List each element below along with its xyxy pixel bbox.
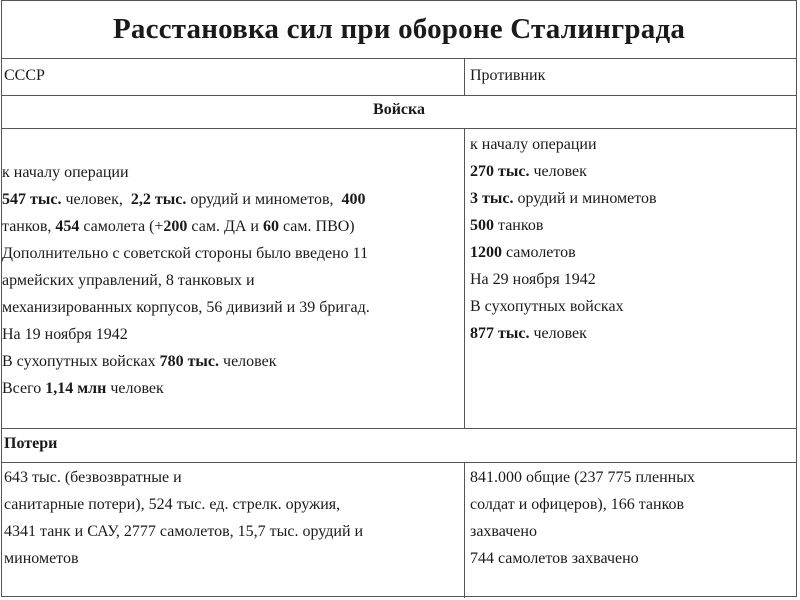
- bold-figure: 2,2 тыс.: [130, 191, 187, 208]
- text-segment: человек: [529, 163, 587, 180]
- bold-figure: 400: [341, 191, 366, 208]
- text-line: [2, 186, 370, 213]
- text-segment: механизированных корпусов, 56 дивизий и 39 бригад.: [2, 299, 370, 316]
- text-segment: самолета (+: [79, 218, 164, 235]
- bold-figure: 780 тыс.: [159, 353, 220, 370]
- bold-figure: 1200: [470, 244, 502, 261]
- column-divider: [464, 463, 465, 598]
- text-segment: к началу операции: [2, 164, 129, 181]
- text-segment: орудий и минометов,: [186, 191, 342, 208]
- text-segment: минометов: [4, 550, 79, 567]
- bold-figure: 547 тыс.: [2, 191, 62, 208]
- text-line: [470, 131, 657, 158]
- text-segment: орудий и минометов: [513, 190, 657, 207]
- text-segment: к началу операции: [470, 136, 597, 153]
- text-line: [4, 545, 363, 572]
- text-line: [4, 491, 363, 518]
- losses-row: [2, 463, 796, 598]
- text-line: [4, 464, 363, 491]
- column-divider: [464, 129, 465, 429]
- text-segment: В сухопутных войсках: [2, 353, 160, 370]
- text-line: [470, 518, 695, 545]
- header-enemy: Противник: [470, 67, 546, 84]
- text-line: [2, 348, 370, 375]
- losses-section-row: [2, 429, 796, 463]
- text-line: [2, 213, 370, 240]
- troops-section-row: [2, 96, 796, 129]
- text-line: [2, 375, 370, 402]
- text-segment: 841.000 общие (237 775 пленных: [470, 469, 695, 486]
- text-line: [470, 320, 657, 347]
- losses-enemy-cell: [470, 464, 695, 572]
- bold-figure: 454: [55, 218, 80, 235]
- text-segment: танков: [494, 217, 544, 234]
- text-line: [2, 159, 370, 186]
- text-segment: человек,: [61, 191, 131, 208]
- text-line: [470, 239, 657, 266]
- header-row: [2, 59, 796, 96]
- text-segment: На 29 ноября 1942: [470, 271, 596, 288]
- column-divider: [464, 59, 465, 96]
- text-line: [2, 294, 370, 321]
- text-segment: сам. ПВО): [278, 218, 355, 235]
- text-segment: Всего: [2, 380, 46, 397]
- bold-figure: 60: [262, 218, 279, 235]
- text-segment: танков,: [2, 218, 56, 235]
- table-title: Расстановка сил при обороне Сталинграда: [2, 1, 796, 59]
- text-segment: 744 самолетов захвачено: [470, 550, 639, 567]
- text-line: [2, 321, 370, 348]
- text-segment: человек: [219, 353, 277, 370]
- text-segment: человек: [106, 380, 164, 397]
- text-segment: человек: [529, 325, 587, 342]
- text-segment: солдат и офицеров), 166 танков: [470, 496, 685, 513]
- troops-row: [2, 129, 796, 429]
- text-segment: В сухопутных войсках: [470, 298, 624, 315]
- bold-figure: 500: [470, 217, 494, 234]
- header-ussr: СССР: [4, 67, 45, 84]
- text-segment: захвачено: [470, 523, 537, 540]
- bold-figure: 877 тыс.: [470, 325, 530, 342]
- text-line: [4, 518, 363, 545]
- troops-section-label: Войска: [373, 101, 425, 118]
- text-segment: санитарные потери), 524 тыс. ед. стрелк. оружия,: [4, 496, 341, 513]
- text-segment: Дополнительно с советской стороны было введено 11: [2, 245, 369, 262]
- text-segment: самолетов: [502, 244, 576, 261]
- losses-section-label: Потери: [4, 435, 58, 452]
- losses-ussr-cell: [4, 464, 363, 572]
- text-line: [470, 185, 657, 212]
- forces-table: [1, 0, 797, 597]
- troops-ussr-cell: [2, 159, 370, 402]
- bold-figure: 1,14 млн: [45, 380, 107, 397]
- text-line: [470, 158, 657, 185]
- text-line: [470, 464, 695, 491]
- text-line: [470, 212, 657, 239]
- text-segment: сам. ДА и: [187, 218, 263, 235]
- bold-figure: 200: [163, 218, 188, 235]
- text-line: [470, 545, 695, 572]
- text-line: [470, 293, 657, 320]
- bold-figure: 270 тыс.: [470, 163, 530, 180]
- text-line: [2, 240, 370, 267]
- text-line: [2, 267, 370, 294]
- text-segment: армейских управлений, 8 танковых и: [2, 272, 255, 289]
- text-segment: 4341 танк и САУ, 2777 самолетов, 15,7 тыс. орудий и: [4, 523, 364, 540]
- bold-figure: 3 тыс.: [470, 190, 514, 207]
- troops-enemy-cell: [470, 131, 657, 347]
- text-segment: 643 тыс. (безвозвратные и: [4, 469, 182, 486]
- text-line: [470, 266, 657, 293]
- text-line: [470, 491, 695, 518]
- text-segment: На 19 ноября 1942: [2, 326, 128, 343]
